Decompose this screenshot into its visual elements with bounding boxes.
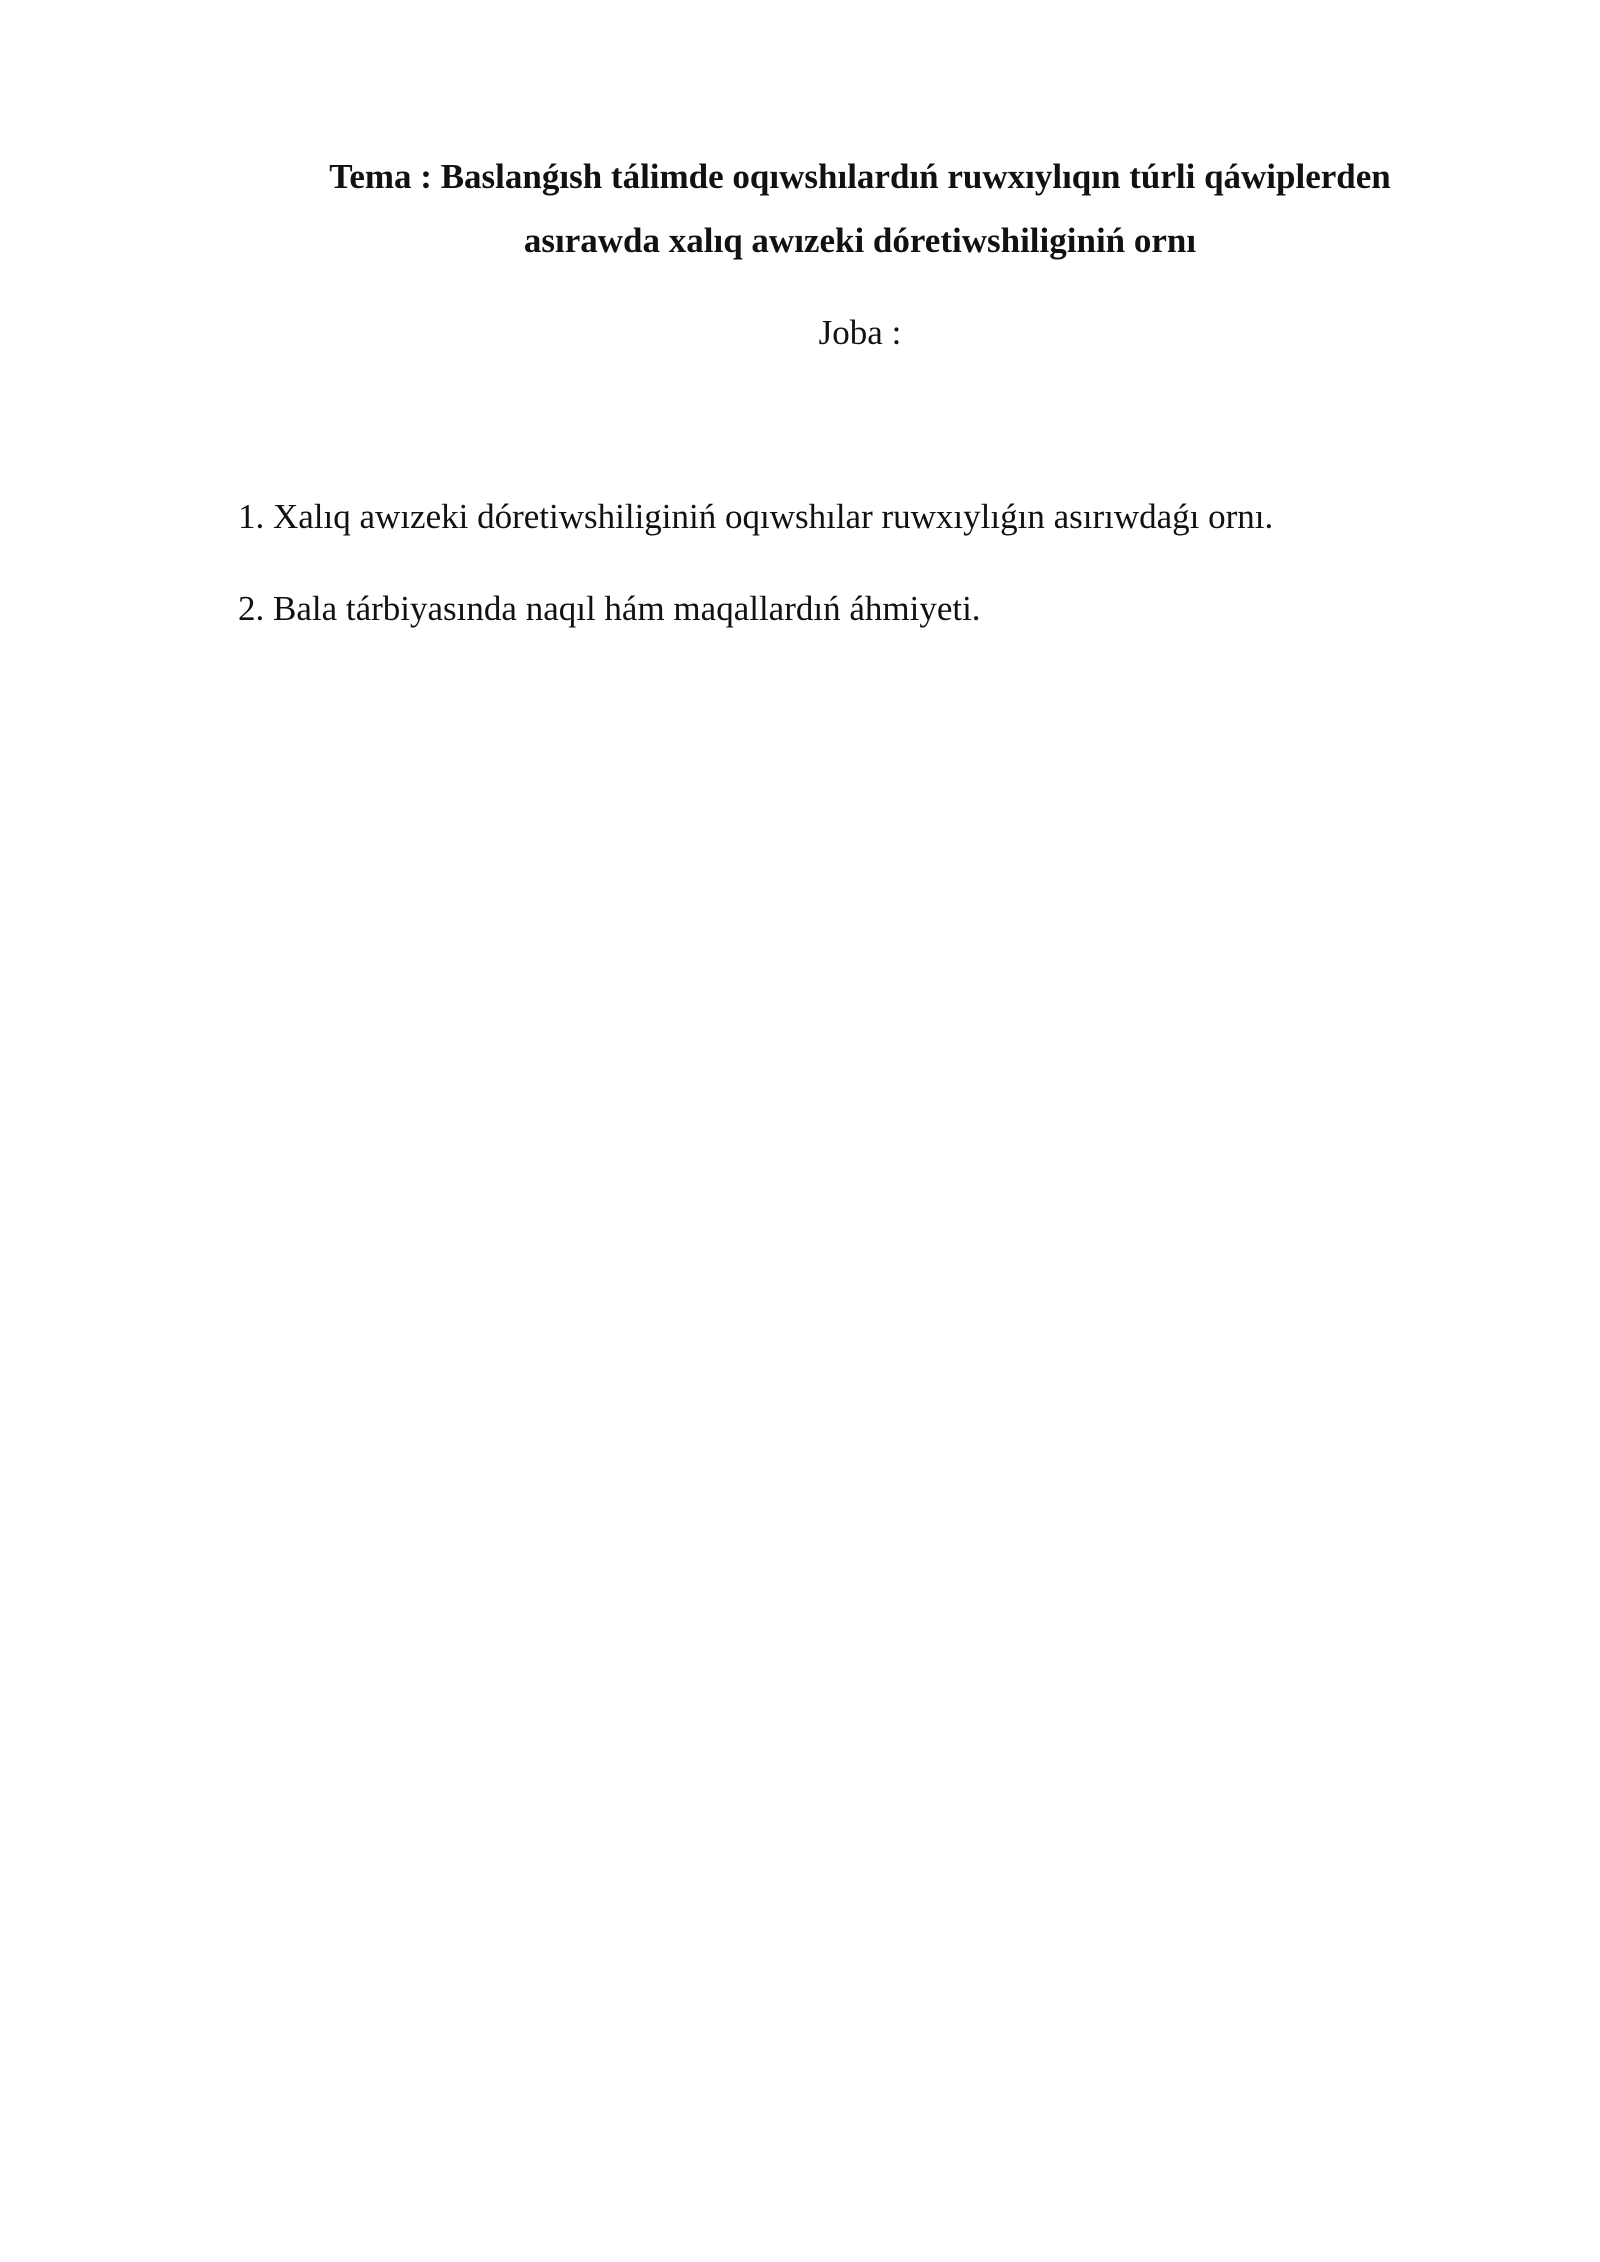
- plan-item-1: 1. Xalıq awızeki dóretiwshiliginiń oqıwshılar ruwxıylıǵın asırıwdaǵı ornı.: [238, 497, 1274, 536]
- title-line-1: Tema : Baslanǵısh tálimde oqıwshılardıń ruwxıylıqın túrli qáwiplerden: [329, 157, 1391, 196]
- plan-item-2: 2. Bala tárbiyasında naqıl hám maqallardıń áhmiyeti.: [238, 589, 981, 628]
- plan-list: [238, 487, 1488, 671]
- plan-heading: Joba :: [818, 313, 902, 352]
- title-line-2: asırawda xalıq awızeki dóretiwshiliginiń ornı: [523, 221, 1197, 260]
- document-title: [230, 145, 1490, 273]
